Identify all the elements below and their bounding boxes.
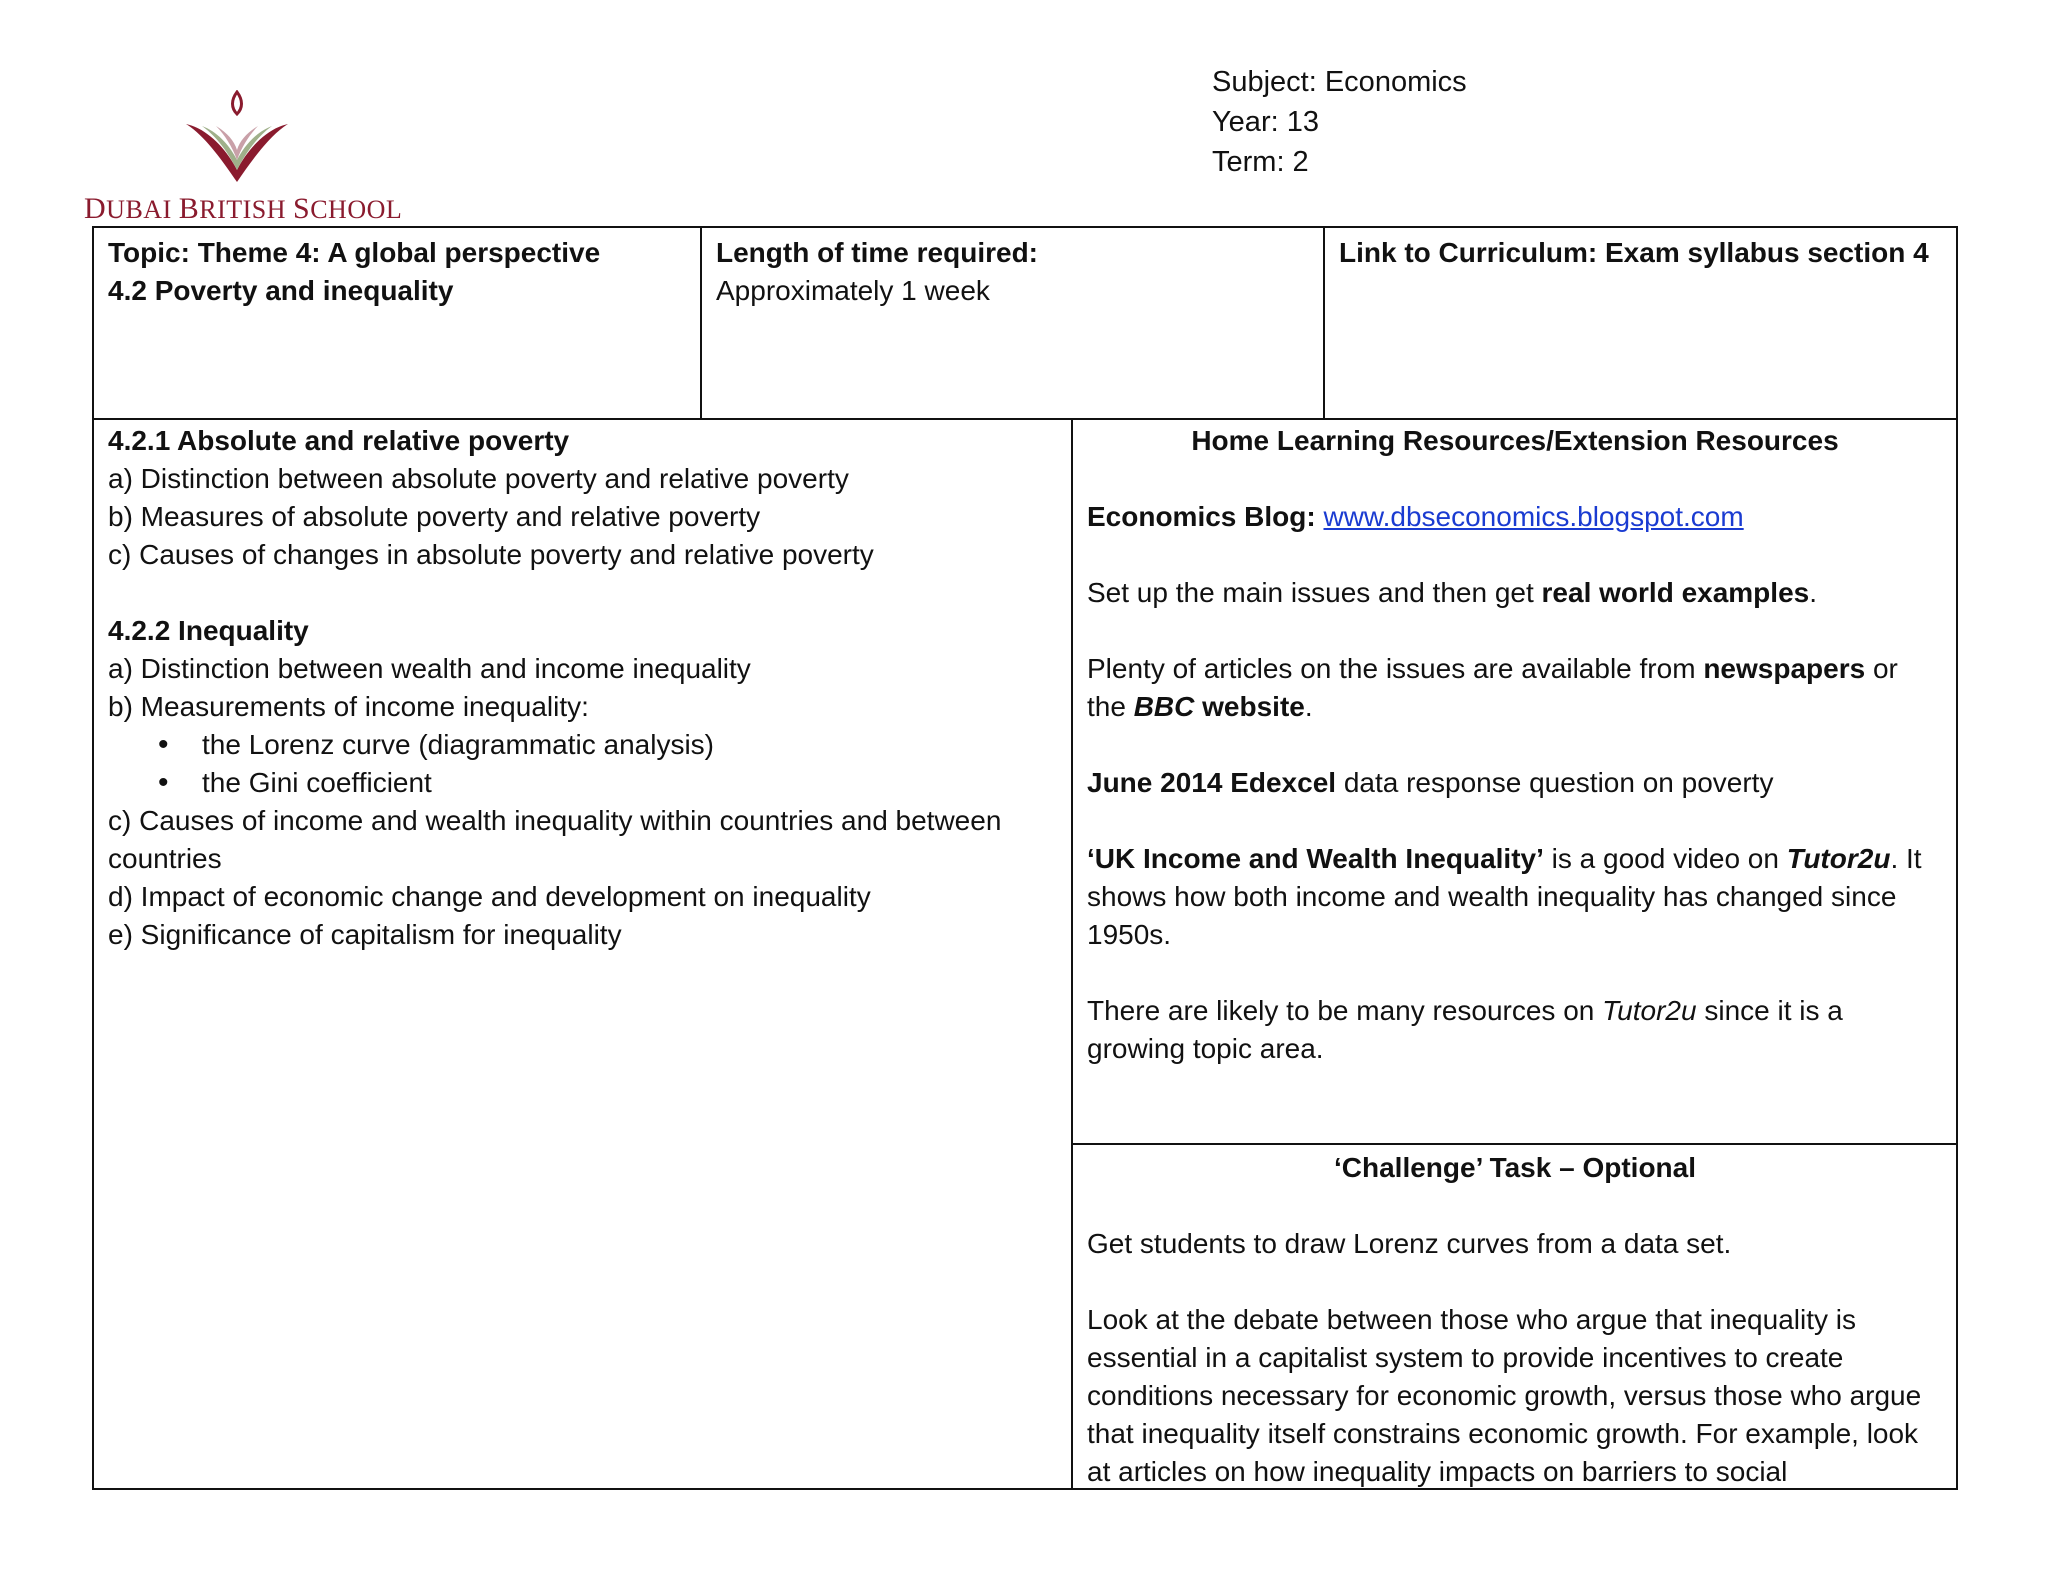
resource-paragraph: Plenty of articles on the issues are available from newspapers or the BBC website. — [1087, 653, 1898, 722]
resources-cell — [1073, 418, 1957, 1076]
subject-label: Subject: Economics — [1212, 66, 1467, 98]
bullet-item: • the Lorenz curve (diagrammatic analysis) — [202, 726, 1056, 764]
length-value: Approximately 1 week — [716, 275, 990, 306]
list-item: e) Significance of capitalism for inequality — [108, 919, 622, 950]
list-item: b) Measures of absolute poverty and relative poverty — [108, 501, 761, 532]
challenge-paragraph: Look at the debate between those who argue that inequality is essential in a capitalist system to provide incentives to create conditions necessary for economic growth, versus those who argue that inequality itself constrains economic growth. For example, look at articles on how inequality impacts on barriers to social — [1087, 1304, 1922, 1487]
resource-paragraph: There are likely to be many resources on Tutor2u since it is a growing topic area. — [1087, 995, 1843, 1064]
bullet-item: • the Gini coefficient — [202, 764, 1056, 802]
topic-cell — [94, 226, 700, 318]
length-label: Length of time required: — [716, 237, 1038, 268]
blog-line — [1087, 498, 1943, 536]
year-label: Year: 13 — [1212, 106, 1319, 138]
list-item: b) Measurements of income inequality: — [108, 691, 589, 722]
section-heading-inequality: 4.2.2 Inequality — [108, 615, 309, 646]
list-item: d) Impact of economic change and development on inequality — [108, 881, 871, 912]
list-item: a) Distinction between absolute poverty and relative poverty — [108, 463, 849, 494]
topic-subtitle: 4.2 Poverty and inequality — [108, 275, 454, 306]
blog-link[interactable]: www.dbseconomics.blogspot.com — [1323, 501, 1744, 532]
resource-paragraph: ‘UK Income and Wealth Inequality’ is a good video on Tutor2u. It shows how both income and wealth inequality has changed since 1950s. — [1087, 843, 1922, 950]
challenge-heading: ‘Challenge’ Task – Optional — [1333, 1152, 1697, 1183]
list-item: a) Distinction between wealth and income inequality — [108, 653, 751, 684]
resources-heading: Home Learning Resources/Extension Resources — [1191, 425, 1839, 456]
length-cell — [702, 226, 1322, 318]
list-item: c) Causes of income and wealth inequality within countries and between countries — [108, 805, 1002, 874]
term-label: Term: 2 — [1212, 146, 1309, 178]
section-heading-poverty: 4.2.1 Absolute and relative poverty — [108, 425, 570, 456]
bullet-list — [108, 726, 1056, 802]
school-logo — [82, 90, 403, 225]
topic-title: Topic: Theme 4: A global perspective — [108, 237, 601, 268]
resource-paragraph: Set up the main issues and then get real world examples. — [1087, 577, 1817, 608]
blog-label: Economics Blog: — [1087, 501, 1316, 532]
curriculum-cell — [1325, 226, 1957, 280]
curriculum-link-label: Link to Curriculum: Exam syllabus section 4 — [1339, 237, 1929, 268]
challenge-paragraph: Get students to draw Lorenz curves from a data set. — [1087, 1228, 1732, 1259]
school-crest-icon — [182, 90, 292, 190]
content-cell — [94, 418, 1070, 962]
challenge-cell — [1073, 1145, 1957, 1488]
document-meta — [1212, 62, 1467, 182]
resource-paragraph: June 2014 Edexcel data response question on poverty — [1087, 767, 1774, 798]
school-name: DUBAI BRITISH SCHOOL — [84, 192, 403, 225]
list-item: c) Causes of changes in absolute poverty and relative poverty — [108, 539, 874, 570]
